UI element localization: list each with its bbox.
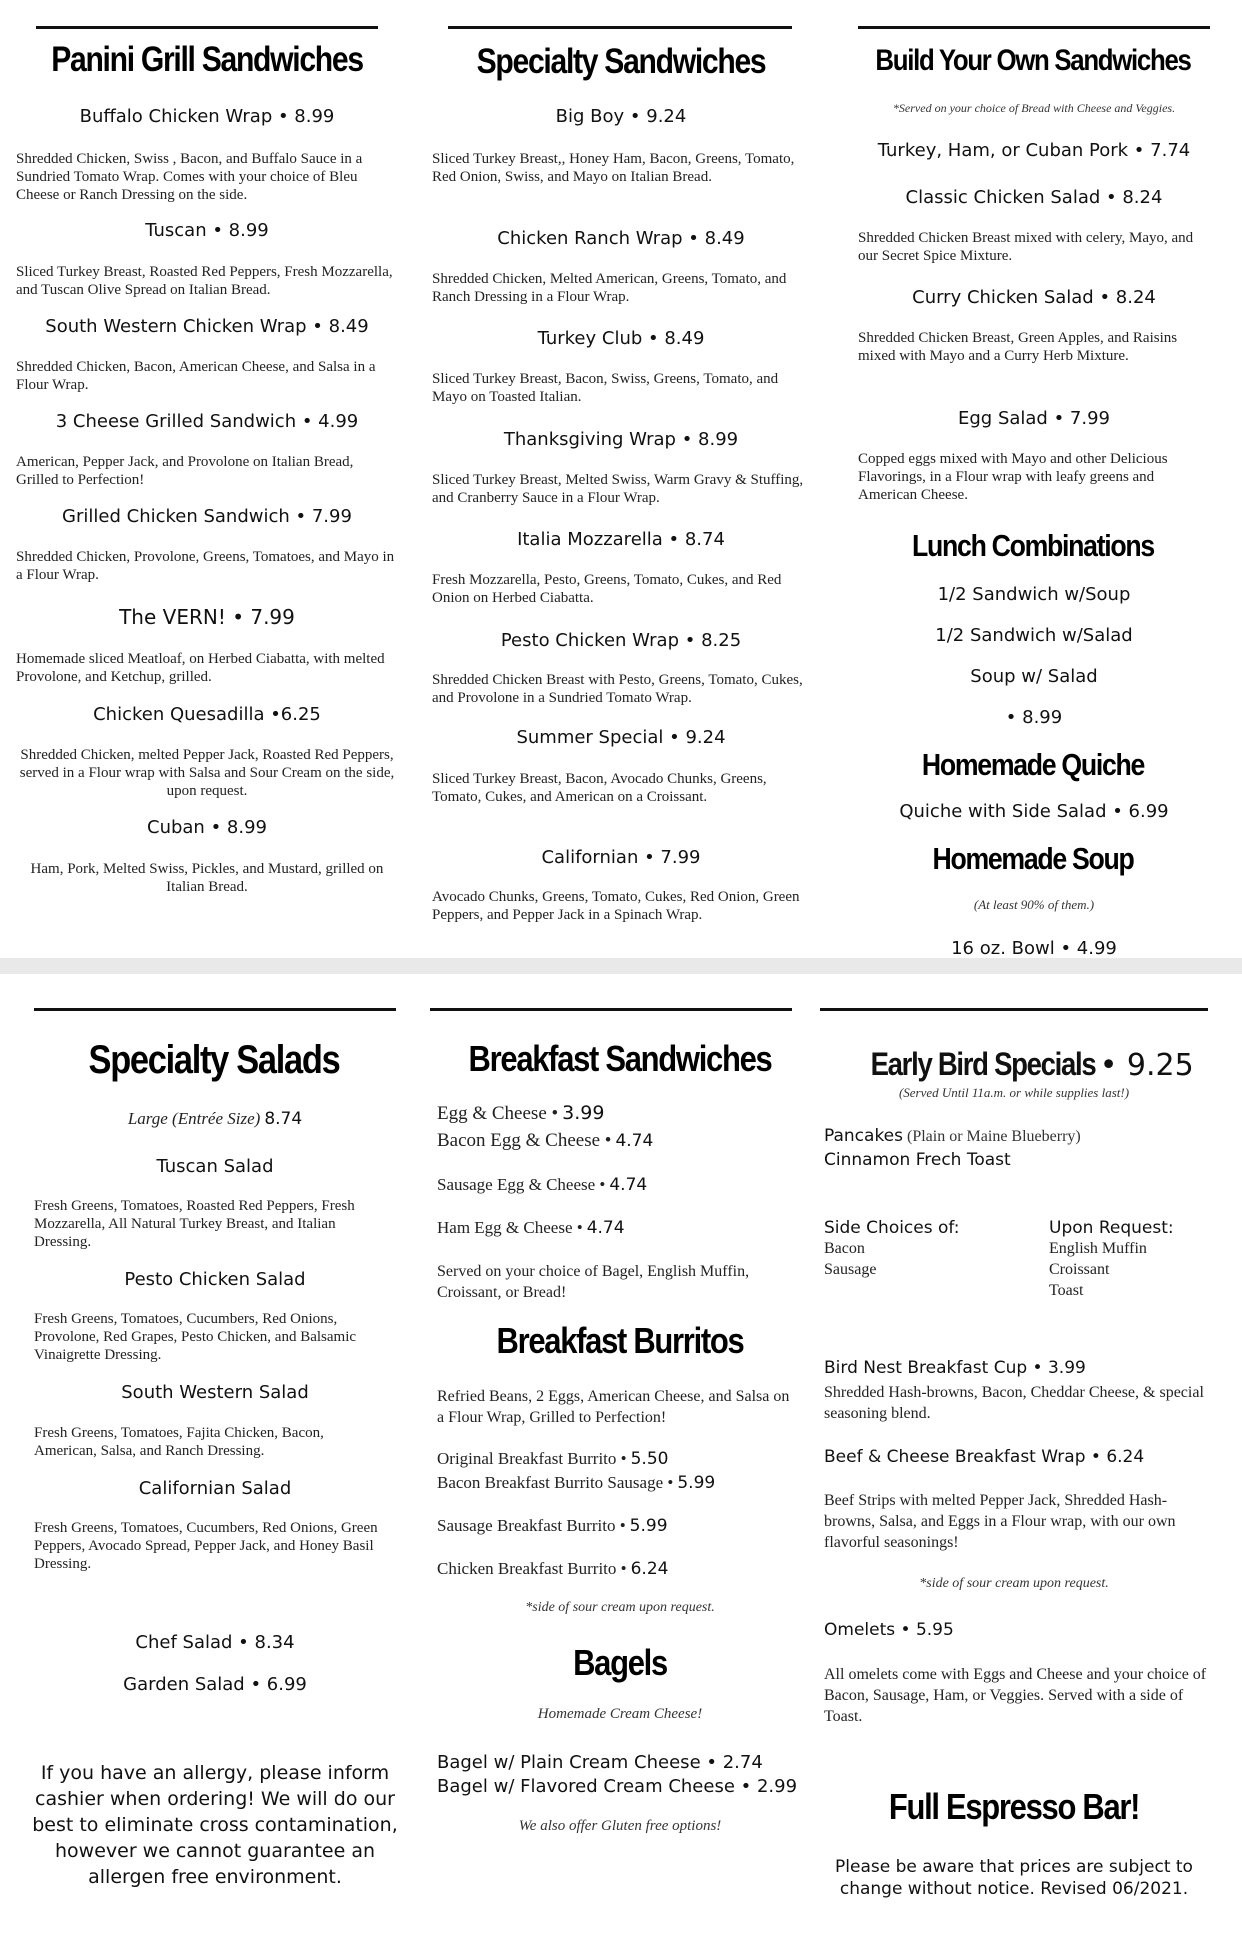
item-desc: Copped eggs mixed with Mayo and other Delicious Flavorings, in a Flour wrap with leafy greens and American Cheese. xyxy=(858,451,1168,503)
item-desc: Sliced Turkey Breast, Roasted Red Peppers, Fresh Mozzarella, and Tuscan Olive Spread on Italian Bread. xyxy=(16,264,393,298)
item-name: Turkey, Ham, or Cuban Pork • 7.74 xyxy=(877,140,1191,161)
quiche-section xyxy=(848,747,1218,783)
panini-section xyxy=(14,40,400,80)
salad-item xyxy=(34,1156,396,1177)
omelets xyxy=(824,1620,1214,1640)
item-desc: Sliced Turkey Breast, Melted Swiss, Warm Gravy & Stuffing, and Cranberry Sauce in a Flour Wrap. xyxy=(432,472,804,506)
lunch-title: Lunch Combinations xyxy=(912,528,1154,563)
sour-note-text: *side of sour cream upon request. xyxy=(919,1576,1109,1591)
specialty-title: Specialty Sandwiches xyxy=(476,42,766,81)
build-rule xyxy=(858,26,1210,29)
lunch-price-text: • 8.99 xyxy=(1005,707,1063,728)
item-name: Chicken Breakfast Burrito • xyxy=(437,1559,627,1578)
item-name: Cuban • 8.99 xyxy=(147,817,267,838)
specialty-rule xyxy=(448,26,792,29)
sides-label: Side Choices of: xyxy=(824,1218,960,1238)
request-option: Croissant xyxy=(1049,1261,1110,1278)
item-name: Bacon Breakfast Burrito Sausage • xyxy=(437,1473,674,1492)
build-item xyxy=(858,408,1210,429)
request-option: English Muffin xyxy=(1049,1240,1147,1257)
bagels-subtitle-text: Homemade Cream Cheese! xyxy=(537,1706,703,1722)
panini-desc xyxy=(16,263,398,299)
side-option: Sausage xyxy=(824,1261,877,1278)
build-note-text: *Served on your choice of Bread with Cheese and Veggies. xyxy=(892,101,1176,115)
item-name: Tuscan Salad xyxy=(156,1156,274,1177)
bird-nest-name: Bird Nest Breakfast Cup • 3.99 xyxy=(824,1358,1086,1378)
specialty-item xyxy=(432,630,810,651)
lunch-item-text: Soup w/ Salad xyxy=(970,666,1098,687)
specialty-desc xyxy=(432,270,810,306)
item-desc: Shredded Chicken, Swiss , Bacon, and Buffalo Sauce in a Sundried Tomato Wrap. Comes with your choice of Bleu Cheese or Ranch Dressing on the side. xyxy=(16,151,363,203)
garden-salad-text: Garden Salad • 6.99 xyxy=(123,1674,307,1695)
panini-title: Panini Grill Sandwiches xyxy=(51,40,363,79)
item-price: 4.74 xyxy=(609,1175,648,1195)
early-rule xyxy=(820,1008,1208,1011)
early-heading xyxy=(824,1046,1204,1083)
salad-item xyxy=(34,1269,396,1290)
chef-salad xyxy=(34,1632,396,1653)
panini-item xyxy=(16,704,398,725)
build-desc xyxy=(858,450,1198,504)
omelets-name: Omelets • 5.95 xyxy=(824,1620,954,1640)
item-name: Chicken Ranch Wrap • 8.49 xyxy=(497,228,745,249)
item-desc: Fresh Mozzarella, Pesto, Greens, Tomato, Cukes, and Red Onion on Herbed Ciabatta. xyxy=(432,572,782,606)
build-desc xyxy=(858,329,1198,365)
item-price: 5.99 xyxy=(629,1516,668,1536)
disclaimer xyxy=(820,1856,1208,1900)
build-item xyxy=(858,287,1210,308)
early-price: • 9.25 xyxy=(1099,1048,1194,1083)
item-desc: Shredded Chicken Breast, Green Apples, and Raisins mixed with Mayo and a Curry Herb Mixture. xyxy=(858,330,1178,364)
burrito-item xyxy=(437,1448,817,1469)
burritos-note-text: *side of sour cream upon request. xyxy=(525,1600,715,1615)
item-desc: Sliced Turkey Breast, Bacon, Avocado Chunks, Greens, Tomato, Cukes, and American on a Croissant. xyxy=(432,771,767,805)
item-name: Big Boy • 9.24 xyxy=(555,106,687,127)
item-desc: Fresh Greens, Tomatoes, Roasted Red Peppers, Fresh Mozzarella, All Natural Turkey Breast, and Italian Dressing. xyxy=(34,1198,355,1250)
bird-nest xyxy=(824,1358,1214,1378)
item-desc: Shredded Chicken Breast with Pesto, Greens, Tomato, Cukes, and Provolone in a Sundried Tomato Wrap. xyxy=(432,672,803,706)
quiche-item xyxy=(858,801,1210,822)
menu-page-top xyxy=(0,0,1242,958)
omelets-desc-text: All omelets come with Eggs and Cheese and your choice of Bacon, Sausage, Ham, or Veggies. Served with a side of Toast. xyxy=(824,1666,1207,1725)
omelets-desc xyxy=(824,1664,1212,1727)
item-desc: Fresh Greens, Tomatoes, Cucumbers, Red Onions, Green Peppers, Avocado Spread, Pepper Jack, and Honey Basil Dressing. xyxy=(34,1520,378,1572)
breakfast-section xyxy=(420,1038,820,1080)
served-text: Served on your choice of Bagel, English Muffin, Croissant, or Bread! xyxy=(437,1263,750,1301)
bagel-item-text: Bagel w/ Flavored Cream Cheese • 2.99 xyxy=(437,1776,798,1797)
burritos-desc xyxy=(437,1386,797,1428)
salad-item xyxy=(34,1478,396,1499)
item-name: Thanksgiving Wrap • 8.99 xyxy=(503,429,739,450)
item-desc: Shredded Chicken Breast mixed with celery, Mayo, and our Secret Spice Mixture. xyxy=(858,230,1194,264)
salads-rule xyxy=(34,1008,396,1011)
build-section xyxy=(848,44,1218,78)
salads-size xyxy=(34,1109,396,1129)
item-desc: Homemade sliced Meatloaf, on Herbed Ciabatta, with melted Provolone, and Ketchup, grilled. xyxy=(16,651,385,685)
beef-wrap-desc-text: Beef Strips with melted Pepper Jack, Shredded Hash-browns, Salsa, and Eggs in a Flour wrap, with our own flavorful seasonings! xyxy=(824,1492,1176,1551)
salad-desc xyxy=(34,1197,396,1251)
beef-wrap xyxy=(824,1447,1214,1467)
lunch-item xyxy=(858,666,1210,687)
item-name: Turkey Club • 8.49 xyxy=(537,328,705,349)
salad-desc xyxy=(34,1424,364,1460)
side-option: Bacon xyxy=(824,1240,865,1257)
disclaimer-text: Please be aware that prices are subject to change without notice. Revised 06/2021. xyxy=(835,1857,1193,1899)
item-name: Egg Salad • 7.99 xyxy=(958,408,1110,429)
item-desc: Sliced Turkey Breast,, Honey Ham, Bacon, Greens, Tomato, Red Onion, Swiss, and Mayo on Italian Bread. xyxy=(432,151,795,185)
item-name: South Western Chicken Wrap • 8.49 xyxy=(45,316,369,337)
chef-salad-text: Chef Salad • 8.34 xyxy=(135,1632,295,1653)
salad-desc xyxy=(34,1310,396,1364)
request-block xyxy=(1049,1218,1219,1301)
breakfast-item xyxy=(437,1174,817,1195)
early-note xyxy=(824,1085,1204,1101)
soup-item-text: 16 oz. Bowl • 4.99 xyxy=(951,938,1117,959)
specialty-item xyxy=(432,847,810,868)
lunch-section xyxy=(848,528,1218,564)
item-desc: Shredded Chicken, melted Pepper Jack, Roasted Red Peppers, served in a Flour wrap with Salsa and Sour Cream on the side, upon request. xyxy=(19,747,395,799)
item-name: Classic Chicken Salad • 8.24 xyxy=(905,187,1163,208)
item-price: 3.99 xyxy=(562,1102,605,1124)
specialty-desc xyxy=(432,770,782,806)
panini-item xyxy=(16,316,398,337)
lunch-item-text: 1/2 Sandwich w/Soup xyxy=(937,584,1131,605)
salads-title: Specialty Salads xyxy=(88,1038,340,1082)
item-desc: Avocado Chunks, Greens, Tomato, Cukes, Red Onion, Green Peppers, and Pepper Jack in a Spinach Wrap. xyxy=(432,889,800,923)
soup-note-text: (At least 90% of them.) xyxy=(973,897,1095,912)
item-name: Buffalo Chicken Wrap • 8.99 xyxy=(79,106,335,127)
panini-desc xyxy=(16,650,398,686)
bagels-section xyxy=(420,1642,820,1684)
page-separator xyxy=(0,958,1242,974)
item-name: Grilled Chicken Sandwich • 7.99 xyxy=(62,506,352,527)
item-name: Bacon Egg & Cheese • xyxy=(437,1130,612,1151)
item-name: Ham Egg & Cheese • xyxy=(437,1218,583,1237)
gluten-note xyxy=(437,1818,803,1835)
panini-desc xyxy=(16,860,398,896)
panini-desc xyxy=(16,358,398,394)
soup-section xyxy=(848,841,1218,877)
build-desc xyxy=(858,229,1198,265)
burritos-desc-text: Refried Beans, 2 Eggs, American Cheese, and Salsa on a Flour Wrap, Grilled to Perfection! xyxy=(437,1388,790,1426)
espresso-title: Full Espresso Bar! xyxy=(888,1786,1140,1827)
item-price: 6.24 xyxy=(630,1559,669,1579)
salads-section xyxy=(14,1038,414,1083)
item-name: Italia Mozzarella • 8.74 xyxy=(517,529,725,550)
allergy-notice xyxy=(28,1760,402,1890)
burrito-item xyxy=(437,1558,817,1579)
item-desc: Shredded Chicken, Provolone, Greens, Tomatoes, and Mayo in a Flour Wrap. xyxy=(16,549,395,583)
soup-item xyxy=(858,938,1210,959)
salad-item xyxy=(34,1382,396,1403)
item-name: Californian • 7.99 xyxy=(541,847,701,868)
request-option: Toast xyxy=(1049,1282,1084,1299)
bird-nest-desc xyxy=(824,1382,1212,1424)
item-desc: Fresh Greens, Tomatoes, Cucumbers, Red Onions, Provolone, Red Grapes, Pesto Chicken, and Balsamic Vinaigrette Dressing. xyxy=(34,1311,357,1363)
specialty-desc xyxy=(432,370,810,406)
item-desc: Shredded Chicken, Bacon, American Cheese, and Salsa in a Flour Wrap. xyxy=(16,359,376,393)
menu-page-bottom xyxy=(0,974,1242,1936)
lunch-item xyxy=(858,625,1210,646)
burritos-section xyxy=(420,1320,820,1362)
lunch-price xyxy=(858,707,1210,728)
item-name: Egg & Cheese • xyxy=(437,1103,559,1124)
request-label: Upon Request: xyxy=(1049,1218,1174,1238)
lunch-item xyxy=(858,584,1210,605)
allergy-text: If you have an allergy, please inform cashier when ordering! We will do our best to eliminate cross contamination, however we cannot guarantee an allergen free environment. xyxy=(32,1762,398,1888)
breakfast-item xyxy=(437,1102,817,1124)
item-name: Tuscan • 8.99 xyxy=(145,220,269,241)
specialty-item xyxy=(432,429,810,450)
lunch-item-text: 1/2 Sandwich w/Salad xyxy=(935,625,1133,646)
specialty-desc xyxy=(432,471,810,507)
specialty-item xyxy=(432,106,810,127)
breakfast-title: Breakfast Sandwiches xyxy=(468,1038,772,1079)
specialty-desc xyxy=(432,150,810,186)
breakfast-item xyxy=(437,1217,817,1238)
breakfast-item xyxy=(437,1130,817,1151)
bird-nest-desc-text: Shredded Hash-browns, Bacon, Cheddar Cheese, & special seasoning blend. xyxy=(824,1384,1204,1422)
quiche-item-text: Quiche with Side Salad • 6.99 xyxy=(899,801,1169,822)
pancakes xyxy=(824,1126,1214,1146)
build-item xyxy=(858,140,1210,161)
size-label: Large (Entrée Size) xyxy=(127,1109,261,1128)
bagel-item-text: Bagel w/ Plain Cream Cheese • 2.74 xyxy=(437,1752,763,1773)
specialty-item xyxy=(432,529,810,550)
item-price: 4.74 xyxy=(586,1218,625,1238)
item-name: Sausage Breakfast Burrito • xyxy=(437,1516,626,1535)
item-name: South Western Salad xyxy=(121,1382,309,1403)
item-name: Californian Salad xyxy=(138,1478,292,1499)
specialty-desc xyxy=(432,671,810,707)
item-price: 5.50 xyxy=(630,1449,669,1469)
specialty-section xyxy=(426,42,816,82)
beef-wrap-name: Beef & Cheese Breakfast Wrap • 6.24 xyxy=(824,1447,1145,1467)
panini-desc xyxy=(16,453,398,489)
bagel-item xyxy=(437,1752,817,1773)
panini-item xyxy=(16,605,398,629)
item-desc: Sliced Turkey Breast, Bacon, Swiss, Greens, Tomato, and Mayo on Toasted Italian. xyxy=(432,371,779,405)
burritos-title: Breakfast Burritos xyxy=(496,1320,744,1361)
bagels-subtitle xyxy=(437,1706,803,1723)
item-name: The VERN! • 7.99 xyxy=(119,605,295,629)
burrito-item xyxy=(437,1515,817,1536)
item-desc: Ham, Pork, Melted Swiss, Pickles, and Mustard, grilled on Italian Bread. xyxy=(30,861,384,895)
item-price: 5.99 xyxy=(677,1473,716,1493)
soup-title: Homemade Soup xyxy=(932,841,1134,876)
pancakes-label: Pancakes xyxy=(824,1126,903,1146)
panini-item xyxy=(16,106,398,127)
item-name: 3 Cheese Grilled Sandwich • 4.99 xyxy=(55,411,359,432)
item-desc: Shredded Chicken, Melted American, Greens, Tomato, and Ranch Dressing in a Flour Wrap. xyxy=(432,271,787,305)
specialty-item xyxy=(432,328,810,349)
item-desc: American, Pepper Jack, and Provolone on Italian Bread, Grilled to Perfection! xyxy=(16,454,354,488)
panini-rule xyxy=(36,26,378,29)
breakfast-served xyxy=(437,1261,787,1303)
panini-item xyxy=(16,411,398,432)
build-title: Build Your Own Sandwiches xyxy=(875,44,1191,77)
panini-desc xyxy=(16,746,398,800)
bagels-title: Bagels xyxy=(573,1642,667,1683)
panini-item xyxy=(16,506,398,527)
item-name: Sausage Egg & Cheese • xyxy=(437,1175,606,1194)
item-name: Chicken Quesadilla •6.25 xyxy=(93,704,321,725)
gluten-note-text: We also offer Gluten free options! xyxy=(518,1818,722,1834)
panini-desc xyxy=(16,548,398,584)
garden-salad xyxy=(34,1674,396,1695)
panini-item xyxy=(16,817,398,838)
item-name: Pesto Chicken Wrap • 8.25 xyxy=(500,630,742,651)
item-price: 4.74 xyxy=(615,1131,654,1151)
toast-label: Cinnamon Frech Toast xyxy=(824,1150,1011,1170)
build-note xyxy=(858,101,1210,116)
salad-desc xyxy=(34,1519,396,1573)
quiche-title: Homemade Quiche xyxy=(921,747,1145,782)
sides-block xyxy=(824,1218,1024,1280)
french-toast xyxy=(824,1150,1214,1170)
sour-note xyxy=(824,1576,1204,1592)
specialty-item xyxy=(432,228,810,249)
pancakes-note: (Plain or Maine Blueberry) xyxy=(907,1128,1081,1145)
panini-desc xyxy=(16,150,398,204)
specialty-desc xyxy=(432,571,810,607)
early-note-text: (Served Until 11a.m. or while supplies last!) xyxy=(898,1085,1130,1100)
breakfast-rule xyxy=(430,1008,792,1011)
beef-wrap-desc xyxy=(824,1490,1194,1553)
size-price: 8.74 xyxy=(264,1109,303,1129)
build-item xyxy=(858,187,1210,208)
burritos-note xyxy=(437,1600,803,1616)
item-name: Summer Special • 9.24 xyxy=(516,727,726,748)
soup-note xyxy=(858,897,1210,913)
item-desc: Fresh Greens, Tomatoes, Fajita Chicken, Bacon, American, Salsa, and Ranch Dressing. xyxy=(34,1425,324,1459)
specialty-item xyxy=(432,727,810,748)
item-name: Original Breakfast Burrito • xyxy=(437,1449,627,1468)
item-name: Pesto Chicken Salad xyxy=(124,1269,306,1290)
panini-item xyxy=(16,220,398,241)
espresso-section xyxy=(820,1786,1208,1828)
burrito-item xyxy=(437,1472,817,1493)
item-name: Curry Chicken Salad • 8.24 xyxy=(912,287,1156,308)
early-title: Early Bird Specials xyxy=(870,1046,1096,1082)
specialty-desc xyxy=(432,888,810,924)
bagel-item xyxy=(437,1776,817,1797)
